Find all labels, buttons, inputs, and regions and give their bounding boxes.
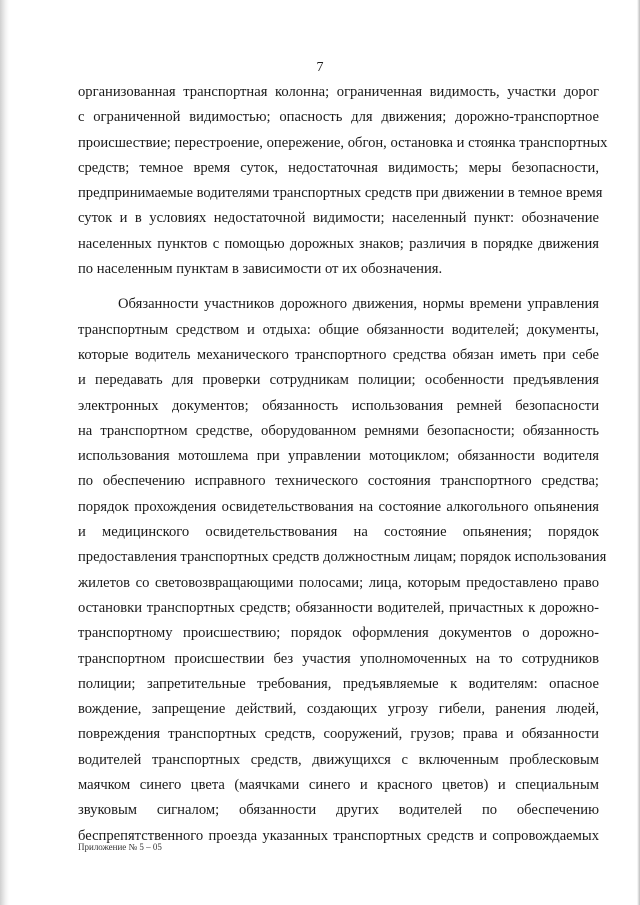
text-line: остановки транспортных средств; обязанности водителей, причастных к дорожно- xyxy=(78,599,599,616)
text-line: происшествие; перестроение, опережение, обгон, остановка и стоянка транспортных xyxy=(78,134,608,151)
text-line: жилетов со световозвращающими полосами; лица, которым предоставлено право xyxy=(78,574,599,591)
text-line: полиции; запретительные требования, предъявляемые к водителям: опасное xyxy=(78,675,599,692)
text-line: вождение, запрещение действий, создающих угрозу гибели, ранения людей, xyxy=(78,701,599,718)
text-line: предоставления транспортных средств должностным лицам; порядок использования xyxy=(78,549,607,566)
text-line: повреждения транспортных средств, сооружений, грузов; права и обязанности xyxy=(78,726,599,743)
text-line: электронных документов; обязанность использования ремней безопасности xyxy=(78,397,599,414)
text-line: порядок прохождения освидетельствования на состояние алкогольного опьянения xyxy=(78,498,599,515)
text-line: звуковым сигналом; обязанности других водителей по обеспечению xyxy=(78,802,599,819)
text-line: и передавать для проверки сотрудникам полиции; особенности предъявления xyxy=(78,372,599,389)
text-line: по обеспечению исправного технического состояния транспортного средства; xyxy=(78,473,599,490)
text-line: беспрепятственного проезда указанных транспортных средств и сопровождаемых xyxy=(78,827,599,844)
text-line: транспортном происшествии без участия уполномоченных на то сотрудников xyxy=(78,650,599,667)
text-line: средств; темное время суток, недостаточная видимость; меры безопасности, xyxy=(78,159,599,176)
text-line: маячком синего цвета (маячками синего и красного цветов) и специальным xyxy=(78,777,599,794)
text-line: суток и в условиях недостаточной видимости; населенный пункт: обозначение xyxy=(78,210,599,227)
body-text xyxy=(78,80,608,849)
text-line: Обязанности участников дорожного движения, нормы времени управления xyxy=(118,296,599,313)
text-line: водителей транспортных средств, движущихся с включенным проблесковым xyxy=(78,751,599,768)
text-line: на транспортном средстве, оборудованном ремнями безопасности; обязанность xyxy=(78,422,599,439)
text-line: по населенным пунктам в зависимости от их обозначения. xyxy=(78,261,443,278)
text-line: транспортным средством и отдыха: общие обязанности водителей; документы, xyxy=(78,321,599,338)
text-line: предпринимаемые водителями транспортных средств при движении в темное время xyxy=(78,185,603,202)
paragraph-gap xyxy=(78,282,599,292)
text-line: использования мотошлема при управлении мотоциклом; обязанности водителя xyxy=(78,448,599,465)
text-line: с ограниченной видимостью; опасность для движения; дорожно-транспортное xyxy=(78,109,599,126)
text-line: транспортному происшествию; порядок оформления документов о дорожно- xyxy=(78,625,599,642)
text-line: и медицинского освидетельствования на состояние опьянения; порядок xyxy=(78,524,599,541)
scan-shadow-left xyxy=(0,0,9,905)
footer-note: Приложение № 5 – 05 xyxy=(78,842,162,852)
text-line: которые водитель механического транспортного средства обязан иметь при себе xyxy=(78,346,599,363)
page-number: 7 xyxy=(316,60,324,75)
text-line: организованная транспортная колонна; ограниченная видимость, участки дорог xyxy=(78,84,599,100)
text-line: населенных пунктов с помощью дорожных знаков; различия в порядке движения xyxy=(78,235,599,252)
